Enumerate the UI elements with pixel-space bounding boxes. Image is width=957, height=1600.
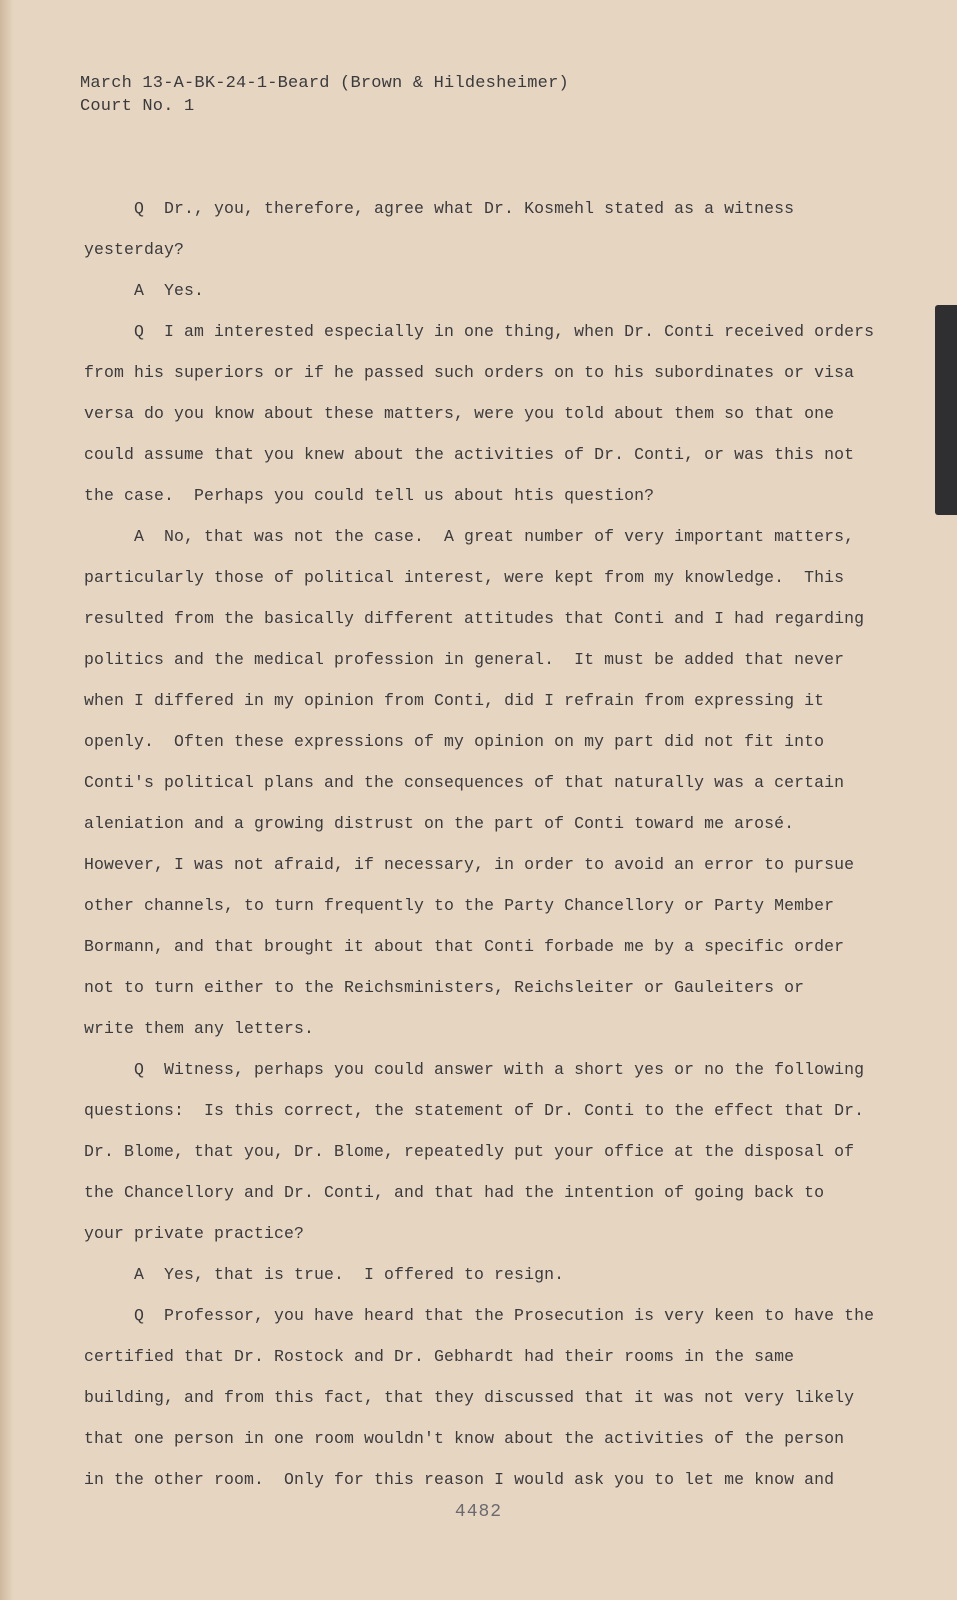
transcript-line: your private practice? xyxy=(84,1224,305,1243)
transcript-line: when I differed in my opinion from Conti, did I refrain from expressing it xyxy=(84,691,825,710)
transcript-body xyxy=(84,188,904,1500)
transcript-line: questions: Is this correct, the statement of Dr. Conti to the effect that Dr. xyxy=(84,1101,865,1120)
transcript-line: versa do you know about these matters, were you told about them so that one xyxy=(84,404,835,423)
transcript-line: Q Dr., you, therefore, agree what Dr. Kosmehl stated as a witness xyxy=(134,199,795,218)
transcript-line: resulted from the basically different attitudes that Conti and I had regarding xyxy=(84,609,865,628)
transcript-line: Conti's political plans and the consequences of that naturally was a certain xyxy=(84,773,845,792)
transcript-line: A No, that was not the case. A great number of very important matters, xyxy=(134,527,855,546)
transcript-line: Dr. Blome, that you, Dr. Blome, repeatedly put your office at the disposal of xyxy=(84,1142,855,1161)
page-number: 4482 xyxy=(454,1502,503,1522)
transcript-line: However, I was not afraid, if necessary, in order to avoid an error to pursue xyxy=(84,855,855,874)
transcript-line: the Chancellory and Dr. Conti, and that had the intention of going back to xyxy=(84,1183,825,1202)
transcript-line: Q Witness, perhaps you could answer with a short yes or no the following xyxy=(134,1060,865,1079)
transcript-line: not to turn either to the Reichsministers, Reichsleiter or Gauleiters or xyxy=(84,978,805,997)
transcript-line: A Yes. xyxy=(134,281,205,300)
transcript-line: Bormann, and that brought it about that Conti forbade me by a specific order xyxy=(84,937,845,956)
transcript-line: write them any letters. xyxy=(84,1019,315,1038)
transcript-line: could assume that you knew about the activities of Dr. Conti, or was this not xyxy=(84,445,855,464)
transcript-line: other channels, to turn frequently to the Party Chancellory or Party Member xyxy=(84,896,835,915)
transcript-line: particularly those of political interest, were kept from my knowledge. This xyxy=(84,568,845,587)
transcript-line: from his superiors or if he passed such orders on to his subordinates or visa xyxy=(84,363,855,382)
paper-edge xyxy=(0,0,14,1600)
transcript-line: that one person in one room wouldn't know about the activities of the person xyxy=(84,1429,845,1448)
binding-tab xyxy=(935,305,957,515)
transcript-line: in the other room. Only for this reason I would ask you to let me know and xyxy=(84,1470,835,1489)
transcript-line: politics and the medical profession in general. It must be added that never xyxy=(84,650,845,669)
transcript-line: Q Professor, you have heard that the Prosecution is very keen to have the xyxy=(134,1306,875,1325)
transcript-line: yesterday? xyxy=(84,240,185,259)
transcript-line: aleniation and a growing distrust on the part of Conti toward me arosé. xyxy=(84,814,795,833)
transcript-line: certified that Dr. Rostock and Dr. Gebhardt had their rooms in the same xyxy=(84,1347,795,1366)
header-line-2: Court No. 1 xyxy=(80,97,195,116)
transcript-line: openly. Often these expressions of my opinion on my part did not fit into xyxy=(84,732,825,751)
transcript-line: Q I am interested especially in one thing, when Dr. Conti received orders xyxy=(134,322,875,341)
transcript-line: building, and from this fact, that they discussed that it was not very likely xyxy=(84,1388,855,1407)
document-header xyxy=(80,72,569,118)
transcript-line: A Yes, that is true. I offered to resign. xyxy=(134,1265,565,1284)
transcript-line: the case. Perhaps you could tell us about htis question? xyxy=(84,486,655,505)
header-line-1: March 13-A-BK-24-1-Beard (Brown & Hildesheimer) xyxy=(80,74,569,93)
